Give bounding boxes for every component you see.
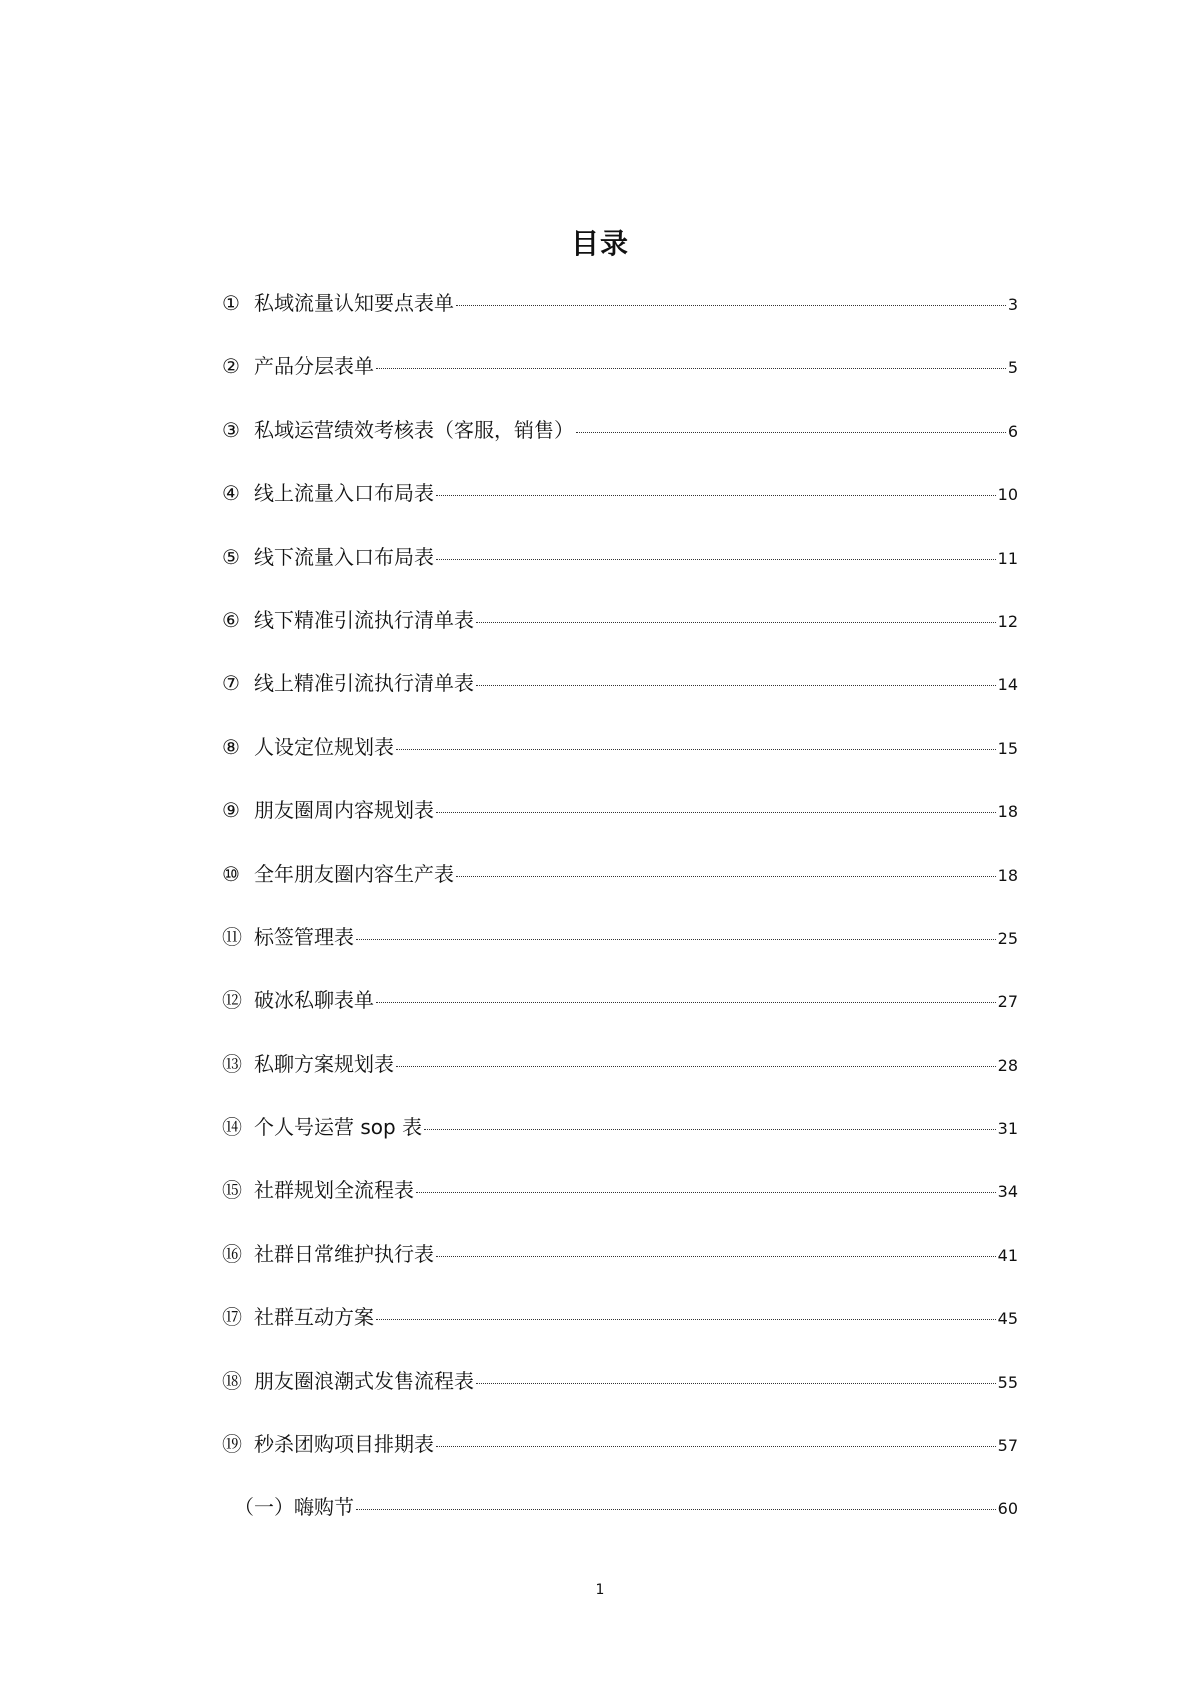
toc-entry-page: 12 [997,611,1018,631]
toc-entry-number: ⑧ [222,734,240,759]
toc-entry-number: ⑥ [222,607,240,632]
toc-entry-page: 11 [997,548,1018,568]
dot-leader [436,495,996,496]
dot-leader [376,368,1006,369]
toc-entry[interactable] [222,1238,1018,1301]
toc-entry-title: 嗨购节 [294,1495,354,1520]
toc-entry-number: ⑤ [222,544,240,569]
table-of-contents [222,287,1018,1555]
toc-entry[interactable] [222,604,1018,667]
toc-entry-number: ⑨ [222,798,240,823]
toc-entry-page: 27 [997,992,1018,1012]
dot-leader [396,749,996,750]
toc-entry[interactable] [222,921,1018,984]
toc-entry[interactable] [222,477,1018,540]
dot-leader [424,1129,996,1130]
dot-leader [436,1256,996,1257]
toc-entry-page: 28 [997,1055,1018,1075]
dot-leader [456,876,996,877]
toc-entry-title: 个人号运营 sop 表 [254,1115,423,1140]
toc-entry-number: ⑦ [222,671,240,696]
toc-entry-number: ⑭ [222,1115,242,1140]
toc-entry[interactable] [222,541,1018,604]
toc-entry-page: 10 [997,485,1018,505]
toc-entry-page: 18 [997,865,1018,885]
toc-entry-title: 朋友圈周内容规划表 [254,798,434,823]
toc-entry[interactable] [222,1365,1018,1428]
dot-leader [436,1446,996,1447]
page-title: 目录 [570,227,629,260]
toc-entry-title: 人设定位规划表 [254,734,394,759]
dot-leader [416,1192,996,1193]
toc-entry-number: （一） [234,1495,294,1520]
toc-entry-number: ② [222,354,240,379]
toc-entry[interactable] [222,858,1018,921]
page-number: 1 [595,1582,605,1598]
toc-entry-page: 41 [997,1245,1018,1265]
toc-entry-title: 社群日常维护执行表 [254,1241,434,1266]
toc-entry-page: 57 [997,1436,1018,1456]
toc-entry-title: 全年朋友圈内容生产表 [254,861,454,886]
toc-entry-title: 线下精准引流执行清单表 [254,607,474,632]
toc-entry-title: 线上精准引流执行清单表 [254,671,474,696]
dot-leader [376,1319,996,1320]
toc-entry[interactable] [222,414,1018,477]
dot-leader [576,432,1006,433]
toc-entry-number: ⑰ [222,1305,242,1330]
toc-entry-page: 34 [997,1182,1018,1202]
toc-entry-title: 私域流量认知要点表单 [254,291,454,315]
dot-leader [396,1066,996,1067]
toc-entry-page: 60 [997,1499,1018,1519]
toc-entry-title: 标签管理表 [254,924,354,949]
dot-leader [436,559,996,560]
dot-leader [376,1002,996,1003]
dot-leader [356,939,996,940]
toc-entry[interactable] [222,1491,1018,1554]
toc-entry[interactable] [222,1301,1018,1364]
toc-entry-page: 6 [1007,421,1018,441]
toc-entry-page: 31 [997,1119,1018,1139]
toc-entry-title: 线上流量入口布局表 [254,481,434,506]
toc-entry-title: 朋友圈浪潮式发售流程表 [254,1368,474,1393]
toc-entry[interactable] [222,1428,1018,1491]
toc-entry-number: ⑩ [222,861,240,886]
toc-entry-page: 3 [1007,295,1018,314]
toc-entry-number: ⑲ [222,1432,242,1457]
toc-entry-page: 25 [997,928,1018,948]
toc-entry-title: 秒杀团购项目排期表 [254,1432,434,1457]
toc-entry-title: 线下流量入口布局表 [254,544,434,569]
dot-leader [476,622,996,623]
toc-entry[interactable] [222,984,1018,1047]
dot-leader [476,1383,996,1384]
toc-entry-title: 私聊方案规划表 [254,1051,394,1076]
toc-entry[interactable] [222,731,1018,794]
toc-entry[interactable] [222,1111,1018,1174]
toc-entry-number: ⑯ [222,1241,242,1266]
toc-entry-number: ③ [222,417,240,442]
toc-entry[interactable] [222,287,1018,350]
toc-entry-number: ⑫ [222,988,242,1013]
toc-entry-title: 社群互动方案 [254,1305,374,1330]
toc-entry[interactable] [222,350,1018,413]
toc-entry-page: 45 [997,1309,1018,1329]
dot-leader [436,812,996,813]
toc-entry-page: 55 [997,1372,1018,1392]
toc-entry-number: ⑬ [222,1051,242,1076]
toc-entry-page: 5 [1007,358,1018,378]
toc-entry-number: ⑪ [222,924,242,949]
toc-entry-number: ⑱ [222,1368,242,1393]
toc-entry-page: 14 [997,675,1018,695]
toc-entry[interactable] [222,667,1018,730]
toc-entry-page: 18 [997,802,1018,822]
dot-leader [456,305,1006,306]
toc-entry-number: ④ [222,481,240,506]
toc-entry-number: ① [222,291,240,315]
dot-leader [356,1509,996,1510]
toc-entry-title: 破冰私聊表单 [254,988,374,1013]
toc-entry-title: 产品分层表单 [254,354,374,379]
toc-entry[interactable] [222,1048,1018,1111]
toc-entry-title: 私域运营绩效考核表（客服，销售） [254,417,574,442]
toc-entry-title: 社群规划全流程表 [254,1178,414,1203]
toc-entry-page: 15 [997,738,1018,758]
toc-entry-number: ⑮ [222,1178,242,1203]
toc-entry[interactable] [222,794,1018,857]
toc-entry[interactable] [222,1174,1018,1237]
dot-leader [476,685,996,686]
